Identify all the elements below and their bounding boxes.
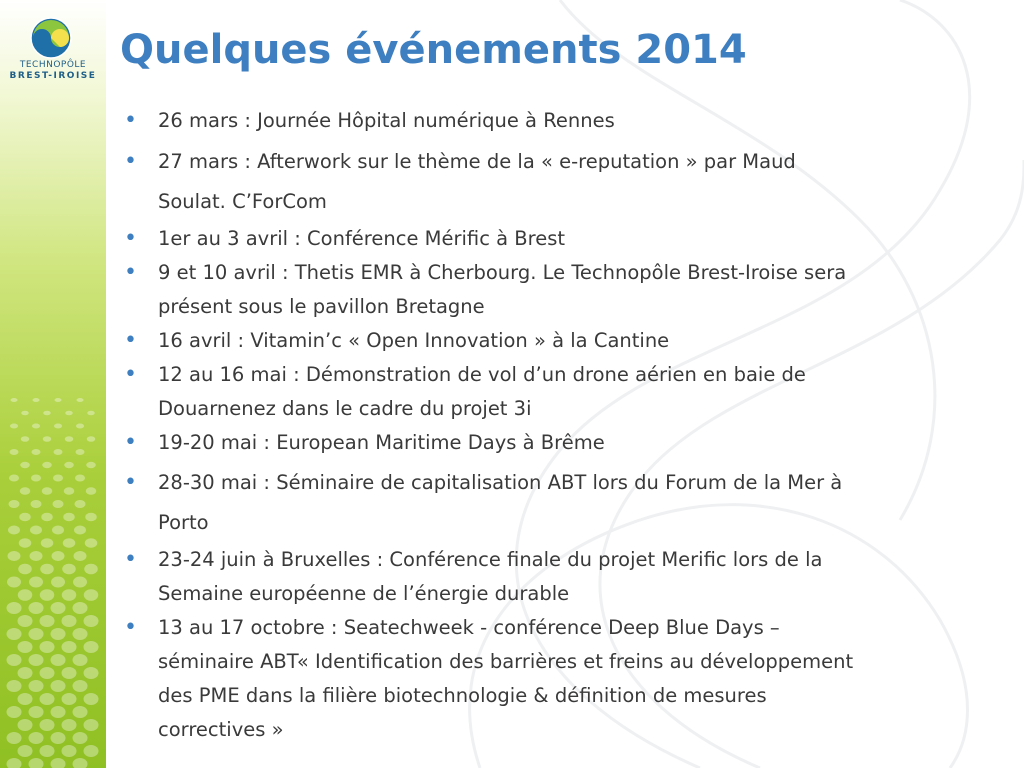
logo: [0, 0, 106, 92]
event-text: 13 au 17 octobre : Seatechweek - conférence Deep Blue Days –: [158, 616, 780, 639]
event-item: [124, 142, 796, 222]
page-title: Quelques événements 2014: [120, 27, 747, 73]
event-item: [124, 222, 566, 256]
event-text: des PME dans la filière biotechnologie & définition de mesures: [158, 684, 767, 707]
event-text: séminaire ABT« Identification des barrières et freins au développement: [158, 650, 854, 673]
event-text: Porto: [158, 511, 209, 534]
bullet-icon: •: [124, 328, 137, 353]
event-item: [124, 256, 847, 324]
event-text: présent sous le pavillon Bretagne: [158, 295, 485, 318]
event-item: [124, 611, 854, 747]
event-item: [124, 426, 605, 460]
event-item: [124, 358, 806, 426]
event-text: 1er au 3 avril : Conférence Mérific à Brest: [158, 227, 566, 250]
event-text: 26 mars : Journée Hôpital numérique à Rennes: [158, 109, 615, 132]
event-text: 23-24 juin à Bruxelles : Conférence finale du projet Merific lors de la: [158, 548, 823, 571]
event-text: Semaine européenne de l’énergie durable: [158, 582, 570, 605]
event-text: correctives »: [158, 718, 284, 741]
bullet-icon: •: [124, 547, 137, 572]
logo-text-brest-iroise: BREST-IROISE: [9, 71, 97, 81]
sidebar-dots: [0, 0, 106, 768]
event-item: [124, 104, 615, 138]
event-text: 16 avril : Vitamin’c « Open Innovation » à la Cantine: [158, 329, 670, 352]
event-text: Douarnenez dans le cadre du projet 3i: [158, 397, 532, 420]
bullet-icon: •: [124, 430, 137, 455]
bullet-icon: •: [124, 362, 137, 387]
event-text: 12 au 16 mai : Démonstration de vol d’un drone aérien en baie de: [158, 363, 806, 386]
event-text: 28-30 mai : Séminaire de capitalisation ABT lors du Forum de la Mer à: [158, 471, 843, 494]
event-item: [124, 463, 843, 543]
logo-swirl-icon: [29, 16, 73, 60]
event-text: 9 et 10 avril : Thetis EMR à Cherbourg. Le Technopôle Brest-Iroise sera: [158, 261, 847, 284]
event-text: 27 mars : Afterwork sur le thème de la « e-reputation » par Maud: [158, 150, 796, 173]
logo-text-technopole: TECHNOPÔLE: [19, 60, 87, 70]
bullet-icon: •: [124, 615, 137, 640]
bullet-icon: •: [124, 470, 137, 495]
bullet-icon: •: [124, 149, 137, 174]
event-item: [124, 543, 823, 611]
bullet-icon: •: [124, 260, 137, 285]
event-item: [124, 324, 670, 358]
bullet-icon: •: [124, 226, 137, 251]
event-text: Soulat. C’ForCom: [158, 190, 327, 213]
bullet-icon: •: [124, 108, 137, 133]
event-text: 19-20 mai : European Maritime Days à Brême: [158, 431, 605, 454]
